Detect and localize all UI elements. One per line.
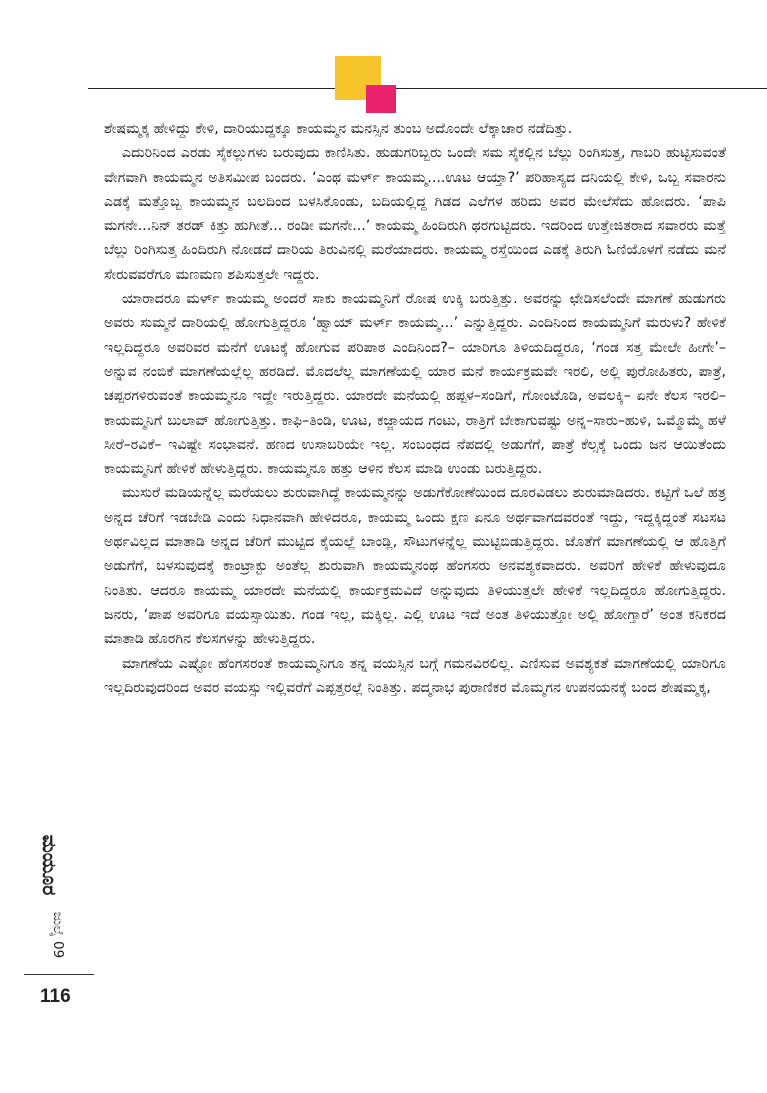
header-rule: [88, 88, 767, 89]
issue-month-label: ಜುಲೈ 09: [50, 911, 66, 959]
decorative-pink-square: [366, 85, 396, 113]
footer-rule: [24, 974, 94, 975]
article-body: [104, 117, 726, 700]
page-number: 116: [40, 986, 71, 1007]
paragraph-5: ಮಾಗಣೆಯ ಎಷ್ಟೋ ಹೆಂಗಸರಂತೆ ಕಾಯಮ್ಮನಿಗೂ ತನ್ನ ವಯಸ್ಸಿನ ಬಗ್ಗೆ ಗಮನವಿರಲಿಲ್ಲ. ಎಣಿಸುವ ಅವಶ್ಯಕತೆ ಮಾಗಣೆಯಲ್ಲಿ ಯಾರಿಗೂ ಇಲ್ಲದಿರುವುದರಿಂದ ಅವರ ವಯಸ್ಸು ಇಲ್ಲಿವರೆಗೆ ಎಪ್ಪತ್ತರಲ್ಲೆ ನಿಂತಿತ್ತು. ಪದ್ಮನಾಭ ಪುರಾಣಿಕರ ಮೊಮ್ಮಗನ ಉಪನಯನಕ್ಕೆ ಬಂದ ಶೇಷಮ್ಮಕ್ಕ,: [104, 655, 726, 696]
paragraph-2: ಎದುರಿನಿಂದ ಎರಡು ಸೈಕಲ್ಲುಗಳು ಬರುವುದು ಕಾಣಿಸಿತು. ಹುಡುಗರಿಬ್ಬರು ಒಂದೇ ಸಮ ಸೈಕಲ್ಲಿನ ಬೆಲ್ಲು ರಿಂಗಿಸುತ್ತ, ಗಾಬರಿ ಹುಟ್ಟಿಸುವಂತೆ ವೇಗವಾಗಿ ಕಾಯಮ್ಮನ ಅತಿಸಮೀಪ ಬಂದರು. ‘ಎಂಥ ಮರ್ಳ್ ಕಾಯಮ್ಮ....ಊಟ ಆಯ್ತಾ?’ ಪರಿಹಾಸ್ಯದ ದನಿಯಲ್ಲಿ ಕೇಳಿ, ಒಬ್ಬ ಸವಾರನು ಎಡಕ್ಕೆ ಮತ್ತೊಬ್ಬ ಕಾಯಮ್ಮನ ಬಲದಿಂದ ಬಳಸಿಕೊಂಡು, ಬದಿಯಲ್ಲಿದ್ದ ಗಿಡದ ಎಲೆಗಳ ಹರಿದು ಅವರ ಮೇಲೆಸೆದು ಹೋದರು. ‘ಪಾಪಿ ಮಗನೇ...ನಿನ್ ತರಡ್ ಕಿತ್ತು ಹುಗೀತೆ... ರಂಡೀ ಮಗನೇ...’ ಕಾಯಮ್ಮ ಹಿಂದಿರುಗಿ ಥರಗುಟ್ಟಿದರು. ಇದರಿಂದ ಉತ್ತೇಜಿತರಾದ ಸವಾರರು ಮತ್ತೆ ಬೆಲ್ಲು ರಿಂಗಿಸುತ್ತ ಹಿಂದಿರುಗಿ ನೋಡದೆ ದಾರಿಯ ತಿರುವಿನಲ್ಲಿ ಮರೆಯಾದರು. ಕಾಯಮ್ಮ ರಸ್ತೆಯಿಂದ ಎಡಕ್ಕೆ ತಿರುಗಿ ಓಣಿಯೊಳಗೆ ನಡೆದು ಮನೆ ಸೇರುವವರೆಗೂ ಮಣಮಣ ಶಪಿಸುತ್ತಲೇ ಇದ್ದರು.: [104, 145, 726, 283]
paragraph-3: ಯಾರಾದರೂ ಮರ್ಳ್ ಕಾಯಮ್ಮ ಅಂದರೆ ಸಾಕು ಕಾಯಮ್ಮನಿಗೆ ರೋಷ ಉಕ್ಕಿ ಬರುತ್ತಿತ್ತು. ಅವರನ್ನು ಛೇಡಿಸಲೆಂದೇ ಮಾಗಣೆ ಹುಡುಗರು ಅವರು ಸುಮ್ಮನೆ ದಾರಿಯಲ್ಲಿ ಹೋಗುತ್ತಿದ್ದರೂ ‘ಹ್ವಾಯ್ ಮರ್ಳ್ ಕಾಯಮ್ಮ...’ ಎನ್ನುತ್ತಿದ್ದರು. ಎಂದಿನಿಂದ ಕಾಯಮ್ಮನಿಗೆ ಮರುಳು? ಹೇಳಿಕೆ ಇಲ್ಲದಿದ್ದರೂ ಅವರಿವರ ಮನೆಗೆ ಊಟಕ್ಕೆ ಹೋಗುವ ಪರಿಪಾಠ ಎಂದಿನಿಂದ?– ಯಾರಿಗೂ ತಿಳಿಯದಿದ್ದರೂ, ‘ಗಂಡ ಸತ್ತ ಮೇಲೇ ಹೀಗೇ’– ಅನ್ನುವ ನಂಬಿಕೆ ಮಾಗಣೆಯಲ್ಲೆಲ್ಲ ಹರಡಿದೆ. ಮೊದಲೆಲ್ಲ ಮಾಗಣೆಯಲ್ಲಿ ಯಾರ ಮನೆ ಕಾರ್ಯಕ್ರಮವೇ ಇರಲಿ, ಅಲ್ಲಿ ಪುರೋಹಿತರು, ಪಾತ್ರೆ, ಚಪ್ಪರಗಳಿರುವಂತೆ ಕಾಯಮ್ಮನೂ ಇದ್ದೇ ಇರುತ್ತಿದ್ದರು. ಯಾರದೇ ಮನೆಯಲ್ಲಿ ಹಪ್ಪಳ–ಸಂಡಿಗೆ, ಗೋಂಟೊಡಿ, ಅವಲಕ್ಕಿ– ಏನೇ ಕೆಲಸ ಇರಲಿ– ಕಾಯಮ್ಮನಿಗೆ ಬುಲಾವ್ ಹೋಗುತ್ತಿತ್ತು. ಕಾಫಿ–ತಿಂಡಿ, ಊಟ, ಕಜ್ಜಾಯದ ಗಂಟು, ರಾತ್ರಿಗೆ ಬೇಕಾಗುವಷ್ಟು ಅನ್ನ–ಸಾರು–ಹುಳಿ, ಒಮ್ಮೊಮ್ಮೆ ಹಳೆ ಸೀರೆ–ರವಿಕೆ– ಇವಿಷ್ಟೇ ಸಂಭಾವನೆ. ಹಣದ ಉಸಾಬರಿಯೇ ಇಲ್ಲ. ಸಂಬಂಧದ ನೆಪದಲ್ಲಿ ಅಡುಗೆಗೆ, ಪಾತ್ರೆ ಕೆಲ್ಸಕ್ಕೆ ಒಂದು ಜನ ಆಯಿತೆಂದು ಕಾಯಮ್ಮನಿಗೆ ಹೇಳಿಕೆ ಹೇಳುತ್ತಿದ್ದರು. ಕಾಯಮ್ಮನೂ ಹತ್ತು ಆಳಿನ ಕೆಲಸ ಮಾಡಿ ಉಂಡು ಬರುತ್ತಿದ್ದರು.: [104, 291, 726, 478]
paragraph-4: ಮುಸುರೆ ಮಡಿಯನ್ನೆಲ್ಲ ಮರೆಯಲು ಶುರುವಾಗಿದ್ದೆ ಕಾಯಮ್ಮನನ್ನು ಅಡುಗೆಕೋಣೆಯಿಂದ ದೂರವಿಡಲು ಶುರುಮಾಡಿದರು. ಕಟ್ಟಿಗೆ ಒಲೆ ಹತ್ರ ಅನ್ನದ ಚೆರಿಗೆ ಇಡಬೇಡಿ ಎಂದು ನಿಧಾನವಾಗಿ ಹೇಳಿದರೂ, ಕಾಯಮ್ಮ ಒಂದು ಕ್ಷಣ ಏನೂ ಅರ್ಥವಾಗದವರಂತೆ ಇದ್ದು, ಇದ್ದಕ್ಕಿದ್ದಂತೆ ಸಟಸಟ ಅರ್ಥವಿಲ್ಲದ ಮಾತಾಡಿ ಅನ್ನದ ಚೆರಿಗೆ ಮುಟ್ಟಿದ ಕೈಯಲ್ಲೆ ಬಾಂಡ್ಲಿ, ಸೌಟುಗಳನ್ನೆಲ್ಲ ಮುಟ್ಟಿಬಿಡುತ್ತಿದ್ದರು. ಜೊತೆಗೆ ಮಾಗಣೆಯಲ್ಲಿ ಆ ಹೊತ್ತಿಗೆ ಅಡುಗೆಗೆ, ಬಳಸುವುದಕ್ಕೆ ಕಾಂಟ್ರಾಕ್ಟು ಅಂತೆಲ್ಲ ಶುರುವಾಗಿ ಕಾಯಮ್ಮನಂಥ ಹೆಂಗಸರು ಅನವಶ್ಯಕವಾದರು. ಅವರಿಗೆ ಹೇಳಿಕೆ ಹೇಳುವುದೂ ನಿಂತಿತು. ಆದರೂ ಕಾಯಮ್ಮ ಯಾರದೇ ಮನೆಯಲ್ಲಿ ಕಾರ್ಯಕ್ರಮವಿದೆ ಅನ್ನುವುದು ತಿಳಿಯುತ್ತಲೇ ಹೇಳಿಕೆ ಇಲ್ಲದಿದ್ದರೂ ಹೋಗುತ್ತಿದ್ದರು. ಜನರು, ‘ಪಾಪ ಅವರಿಗೂ ವಯಸ್ಸಾಯಿತು. ಗಂಡ ಇಲ್ಲ, ಮಕ್ಕಿಲ್ಲ. ಎಲ್ಲಿ ಊಟ ಇದೆ ಅಂತ ತಿಳಿಯುತ್ತೋ ಅಲ್ಲಿ ಹೋಗ್ತಾರೆ’ ಅಂತ ಕನಿಕರದ ಮಾತಾಡಿ ಹೊರಗಿನ ಕೆಲಸಗಳನ್ನು ಹೇಳುತ್ತಿದ್ದರು.: [104, 485, 726, 648]
magazine-running-head: ಮಯೂರ: [38, 834, 60, 896]
paragraph-1: ಶೇಷಮ್ಮಕ್ಕ ಹೇಳಿದ್ದು ಕೇಳಿ, ದಾರಿಯುದ್ದಕ್ಕೂ ಕಾಯಮ್ಮನ ಮನಸ್ಸಿನ ತುಂಬ ಅದೊಂದೇ ಲೆಕ್ಕಾಚಾರ ನಡೆದಿತ್ತು.: [104, 121, 573, 137]
